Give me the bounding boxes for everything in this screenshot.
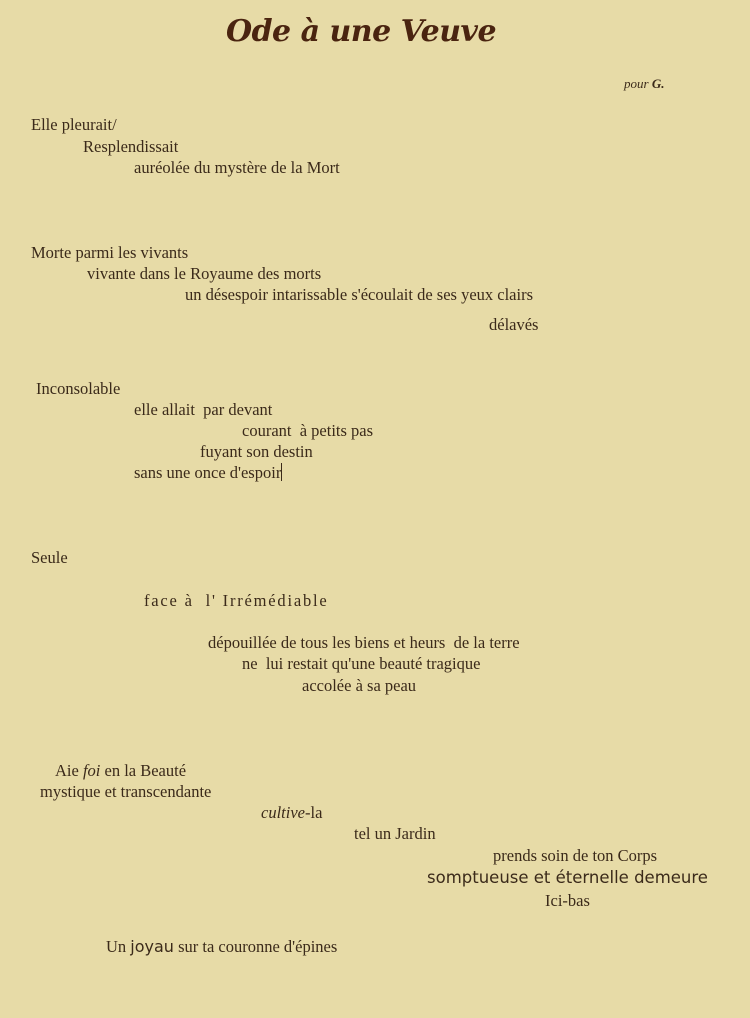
closing-joyau: joyau	[130, 937, 174, 956]
stanza3-line5[interactable]	[134, 463, 282, 483]
stanza5-line2: mystique et transcendante	[40, 782, 212, 801]
closing-c: sur ta couronne d'épines	[173, 937, 338, 956]
stanza5-line1-foi: foi	[82, 761, 101, 780]
closing-a: Un	[106, 937, 131, 956]
stanza4-line2	[144, 591, 329, 611]
stanza1-line2: Resplendissait	[83, 137, 179, 156]
dedication-prefix: pour	[624, 76, 649, 91]
stanza4-line2-text: face à l' Irrémédiable	[144, 591, 329, 610]
stanza4-line3: dépouillée de tous les biens et heurs de la terre	[208, 633, 520, 652]
stanza5-line4: tel un Jardin	[354, 824, 436, 843]
stanza5-line1-a: Aie	[55, 761, 83, 780]
stanza1-line1: Elle pleurait/	[31, 115, 117, 134]
poem-title: Ode à une Veuve	[225, 14, 497, 49]
stanza2-line1: Morte parmi les vivants	[31, 243, 189, 262]
stanza4-line1: Seule	[31, 548, 68, 567]
dedication	[624, 76, 664, 92]
stanza5-line1-c: en la Beauté	[100, 761, 187, 780]
stanza3-line4: fuyant son destin	[200, 442, 313, 461]
stanza5-line3	[261, 803, 322, 823]
stanza3-line5-text: sans une once d'espoir	[134, 463, 282, 482]
stanza2-line4: délavés	[489, 315, 539, 334]
stanza5-line3-la: -la	[304, 803, 323, 822]
stanza2-line3: un désespoir intarissable s'écoulait de ses yeux clairs	[185, 285, 533, 304]
stanza5-line1	[55, 761, 186, 781]
stanza5-line6: somptueuse et éternelle demeure	[427, 868, 708, 887]
stanza4-line4: ne lui restait qu'une beauté tragique	[242, 654, 481, 673]
stanza3-line1: Inconsolable	[36, 379, 121, 398]
stanza1-line3: auréolée du mystère de la Mort	[134, 158, 340, 177]
stanza5-line7: Ici-bas	[545, 891, 590, 910]
text-cursor	[281, 463, 282, 481]
stanza4-line5: accolée à sa peau	[302, 676, 417, 695]
closing-line	[106, 937, 337, 957]
stanza3-line2: elle allait par devant	[134, 400, 273, 419]
stanza3-line3: courant à petits pas	[242, 421, 374, 440]
dedication-name: G.	[651, 76, 665, 91]
stanza5-line3-cultive: cultive	[261, 803, 305, 822]
stanza2-line2: vivante dans le Royaume des morts	[87, 264, 322, 283]
stanza5-line5: prends soin de ton Corps	[493, 846, 658, 865]
